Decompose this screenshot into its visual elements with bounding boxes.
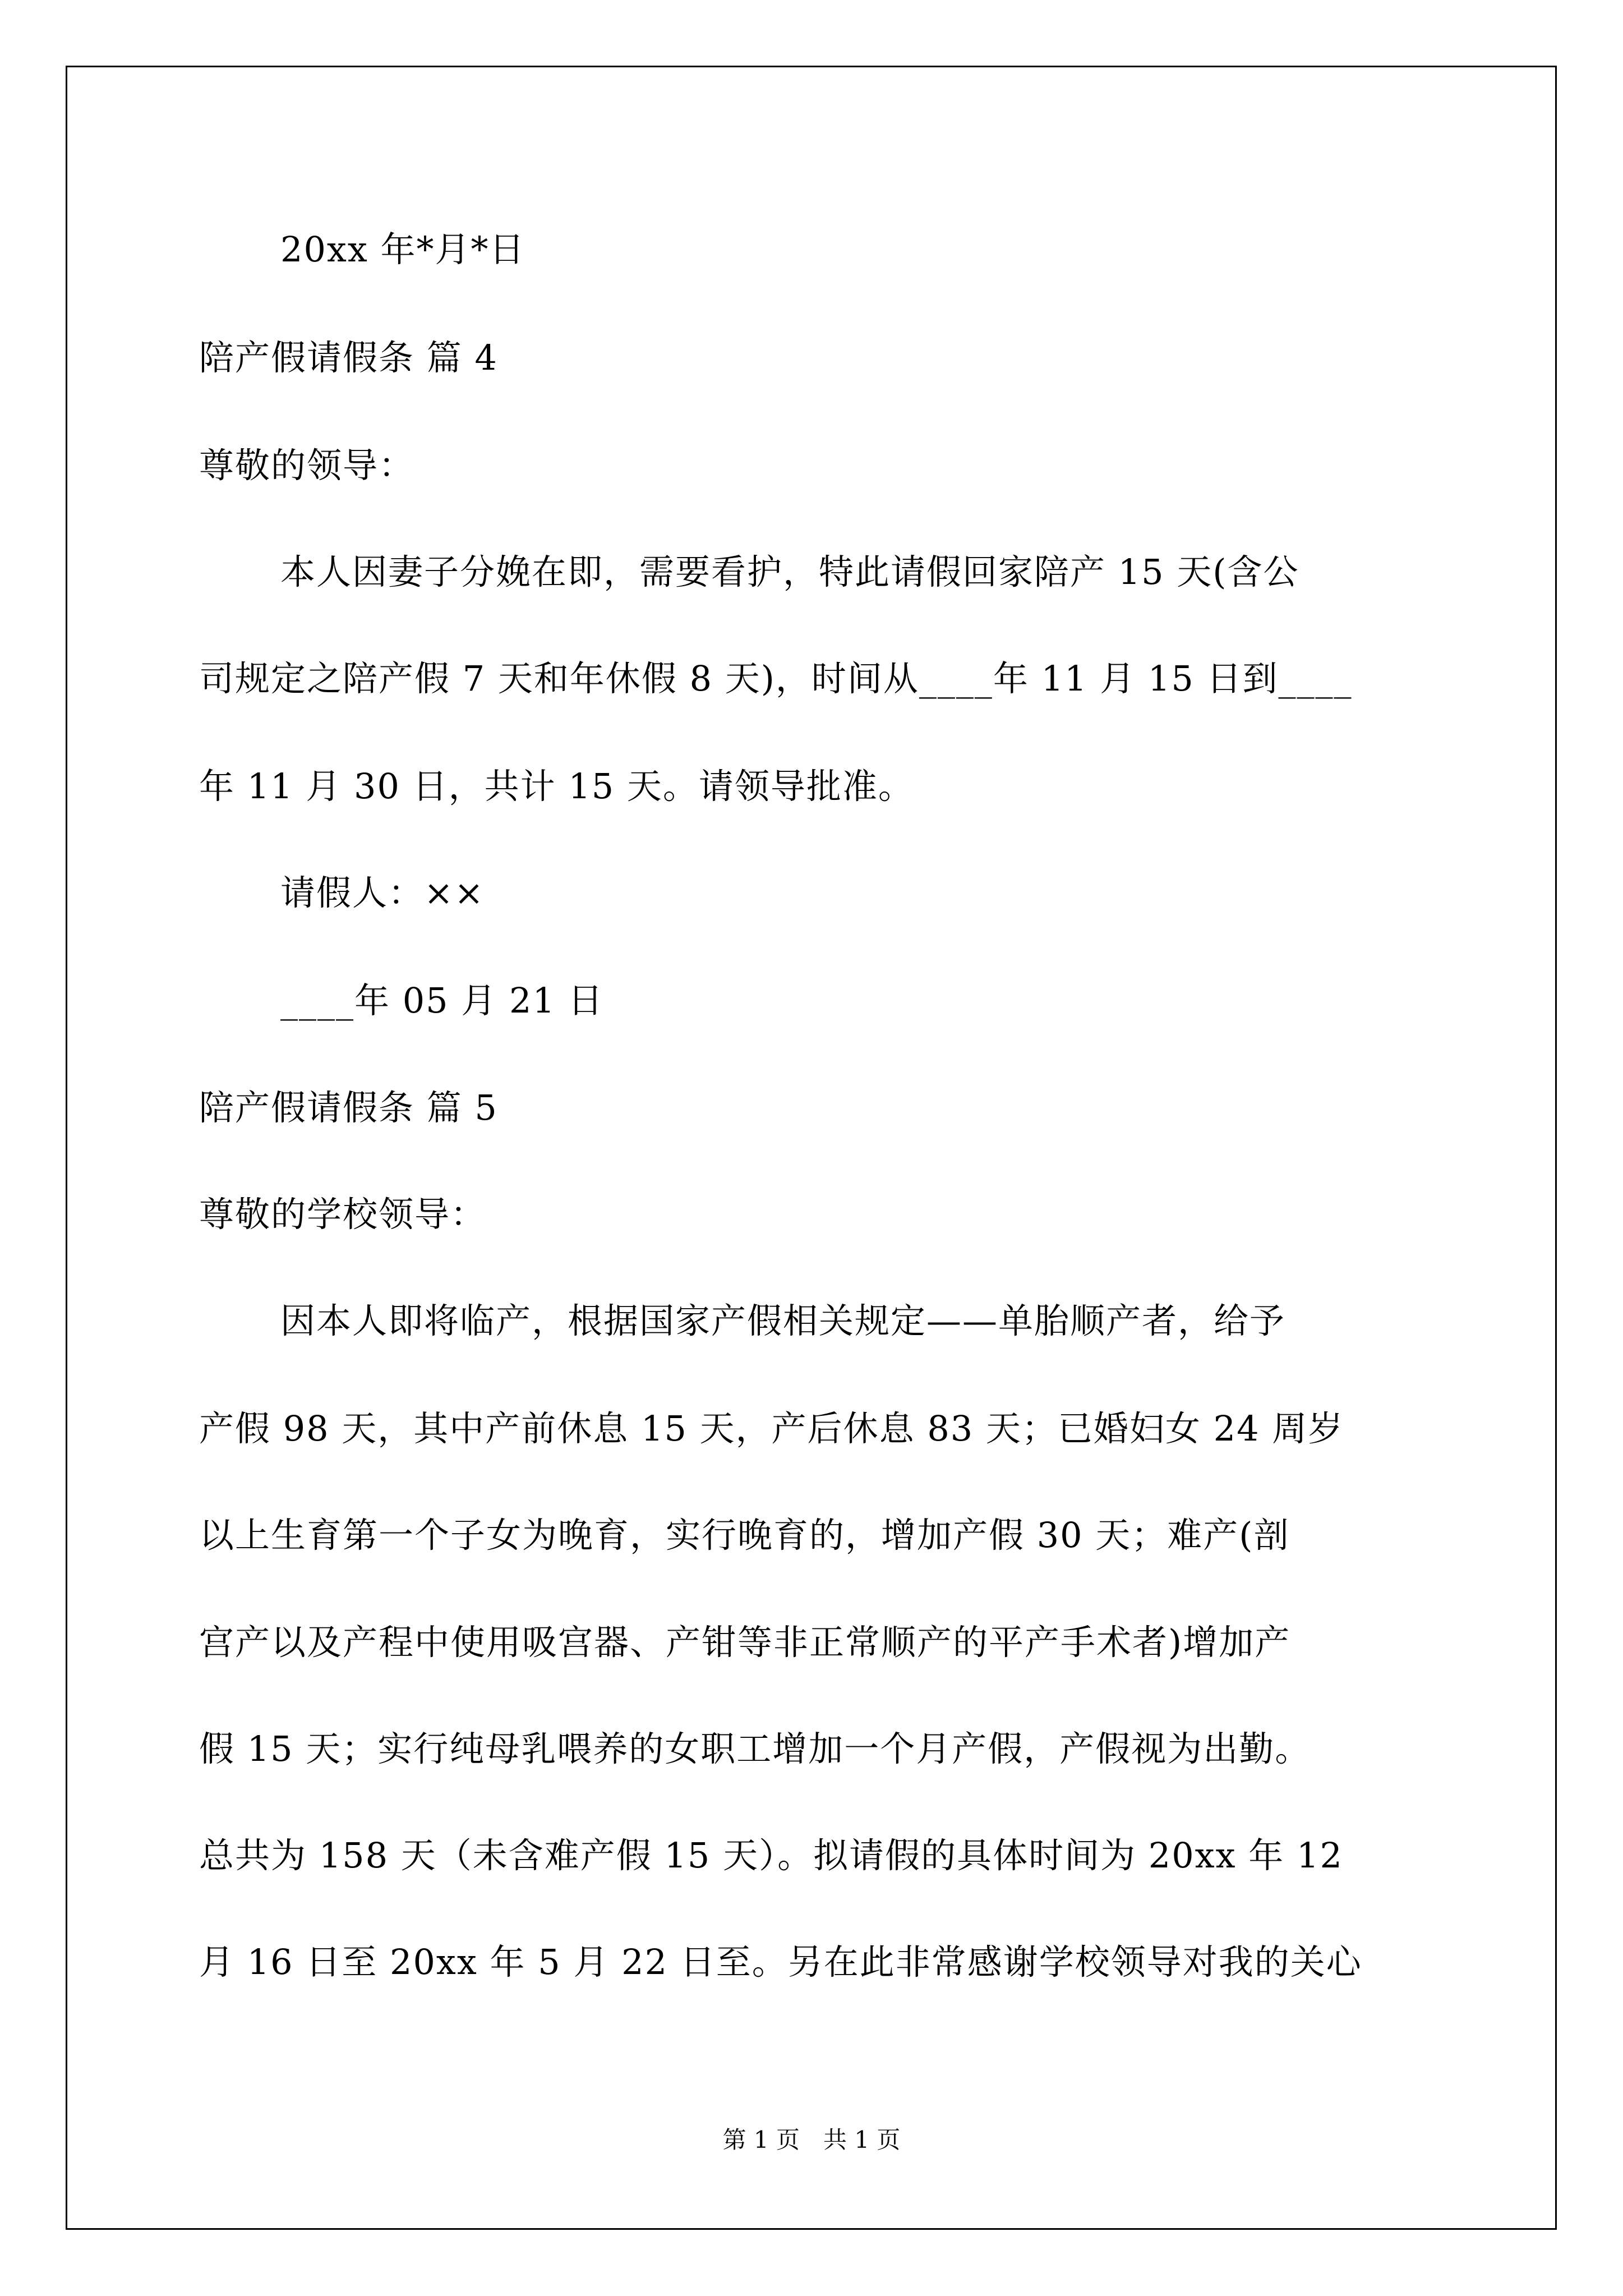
body-line: 以上生育第一个子女为晚育，实行晚育的，增加产假 30 天；难产(剖	[199, 1515, 1290, 1556]
body-line: 年 11 月 30 日，共计 15 天。请领导批准。	[199, 766, 914, 807]
section-title-4: 陪产假请假条 篇 4	[199, 337, 498, 378]
section-title-5: 陪产假请假条 篇 5	[199, 1087, 498, 1128]
page-border	[66, 66, 1557, 2230]
date-line: ____年 05 月 21 日	[280, 980, 604, 1021]
applicant-line: 请假人：××	[280, 872, 485, 913]
salutation-4: 尊敬的领导：	[199, 445, 415, 486]
body-line: 本人因妻子分娩在即，需要看护，特此请假回家陪产 15 天(含公	[280, 551, 1299, 592]
body-line: 产假 98 天，其中产前休息 15 天，产后休息 83 天；已婚妇女 24 周岁	[199, 1408, 1344, 1449]
body-line: 宫产以及产程中使用吸宫器、产钳等非正常顺产的平产手术者)增加产	[199, 1622, 1291, 1663]
date-line: 20xx 年*月*日	[280, 229, 525, 270]
body-line: 月 16 日至 20xx 年 5 月 22 日至。另在此非常感谢学校领导对我的关心	[199, 1941, 1362, 1982]
body-line: 总共为 158 天（未含难产假 15 天）。拟请假的具体时间为 20xx 年 12	[199, 1835, 1343, 1876]
page-footer: 第 1 页 共 1 页	[722, 2126, 901, 2154]
body-line: 假 15 天；实行纯母乳喂养的女职工增加一个月产假，产假视为出勤。	[199, 1728, 1311, 1769]
body-line: 因本人即将临产，根据国家产假相关规定——单胎顺产者，给予	[280, 1300, 1286, 1341]
salutation-5: 尊敬的学校领导：	[199, 1194, 487, 1235]
body-line: 司规定之陪产假 7 天和年休假 8 天)，时间从____年 11 月 15 日到____	[199, 658, 1353, 699]
